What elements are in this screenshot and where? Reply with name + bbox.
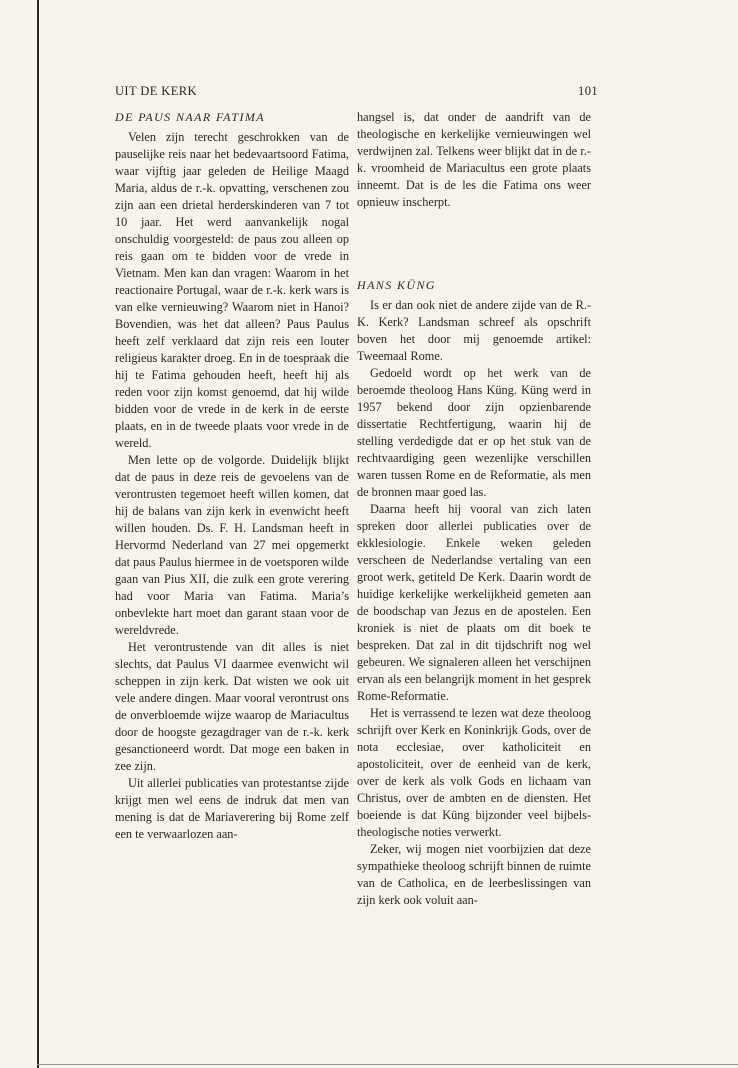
paragraph: Is er dan ook niet de andere zijde van de R.-K. Kerk? Landsman schreef als opschrift boven het door mij genoemde artikel: Tweemaal Rome. <box>357 298 591 363</box>
paragraph: Velen zijn terecht geschrokken van de pauselijke reis naar het bedevaartsoord Fatima, waar vijftig jaar geleden de Heilige Maagd Maria, aldus de r.-k. opvatting, verschenen zou zijn aan een drietal herderskinderen van 7 tot 10 jaar. Het werd aanvankelijk nogal onschuldig voorgesteld: de paus zou alleen op reis gaan om te bidden voor de vrede in Vietnam. Men kan dan vragen: Waarom in het reactionaire Portugal, waar de r.-k. kerk wars is van elke vernieuwing? Waarom niet in Hanoi? Bovendien, was het dat alleen? Paus Paulus heeft zelf verklaard dat zijn reis een louter religieus karakter droeg. En in de toespraak die hij te Fatima gehouden heeft, heeft hij als reden voor zijn komst genoemd, dat hij wilde bidden voor de vrede in de kerk in de eerste plaats, en in de tweede plaats voor vrede in de wereld. <box>115 130 349 450</box>
paragraph: Zeker, wij mogen niet voorbijzien dat deze sympathieke theoloog schrijft binnen de ruimte van de Catholica, en de leerbeslissingen van zijn kerk ook voluit aan- <box>357 842 591 907</box>
section-title-fatima: DE PAUS NAAR FATIMA <box>115 110 266 124</box>
paragraph: Uit allerlei publicaties van protestantse zijde krijgt men wel eens de indruk dat men van mening is dat de Mariaverering bij Rome zelf een te verwaarlozen aan- <box>115 776 349 841</box>
bottom-edge-line <box>37 1064 738 1065</box>
paragraph: Het verontrustende van dit alles is niet slechts, dat Paulus VI daarmee evenwicht wil scheppen in zijn kerk. Dat wisten we ook uit vele andere dingen. Maar vooral verontrust ons de onverbloemde wijze waarop de Mariacultus door de hoogste gezagdrager van de r.-k. kerk gesanctioneerd wordt. Dat moge een baken in zee zijn. <box>115 640 349 773</box>
page-spine-line <box>37 0 39 1068</box>
paragraph: Men lette op de volgorde. Duidelijk blijkt dat de paus in deze reis de gevoelens van de verontrusten tegemoet heeft willen komen, dat hij de balans van zijn kerk in evenwicht heeft willen houden. Ds. F. H. Landsman heeft in Hervormd Nederland van 27 mei opgemerkt dat paus Paulus hiermee in de voetsporen wilde gaan van Pius XII, die zulk een grote verering had voor Maria van Fatima. Maria’s onbevlekte hart moet dan garant staan voor de wereldvrede. <box>115 453 349 637</box>
paragraph: Daarna heeft hij vooral van zich laten spreken door allerlei publicaties over de ekklesiologie. Enkele weken geleden verscheen de Nederlandse vertaling van een groot werk, getiteld De Kerk. Daarin wordt de huidige kerkelijke werkelijkheid gemeten aan de boodschap van Jezus en de apostelen. Een kroniek is niet de plaats om dit boek te bespreken. Dat zal in dit tijdschrift nog wel gebeuren. We signaleren alleen het verschijnen ervan als een belangrijk moment in het gesprek Rome-Reformatie. <box>357 502 591 703</box>
page-number: 101 <box>578 84 598 98</box>
left-column <box>115 109 349 843</box>
section-title-hans-kung: HANS KÜNG <box>357 278 436 292</box>
paragraph-continuation: hangsel is, dat onder de aandrift van de theologische en kerkelijke vernieuwingen wel verdwijnen zal. Telkens weer blijkt dat in de r.-k. vroomheid de Mariacultus een grote plaats inneemt. Dat is de les die Fatima ons weer opnieuw inscherpt. <box>357 110 591 209</box>
page-header <box>115 84 598 100</box>
paragraph: Het is verrassend te lezen wat deze theoloog schrijft over Kerk en Koninkrijk Gods, over de nota ecclesiae, over katholiciteit en apostoliciteit, over de eenheid van de kerk, over de kerk als volk Gods en lichaam van Christus, over de ambten en de diensten. Het boeiende is dat Küng bijzonder veel bijbels-theologische noties verwerkt. <box>357 706 591 839</box>
right-column <box>357 109 591 909</box>
paragraph: Gedoeld wordt op het werk van de beroemde theoloog Hans Küng. Küng werd in 1957 bekend door zijn opzienbarende dissertatie Rechtfertigung, waarin hij de stelling verdedigde dat er op het stuk van de rechtvaardiging geen wezenlijke verschillen waren tussen Rome en de Reformatie, als men de bronnen maar goed las. <box>357 366 591 499</box>
running-head: UIT DE KERK <box>115 84 197 98</box>
